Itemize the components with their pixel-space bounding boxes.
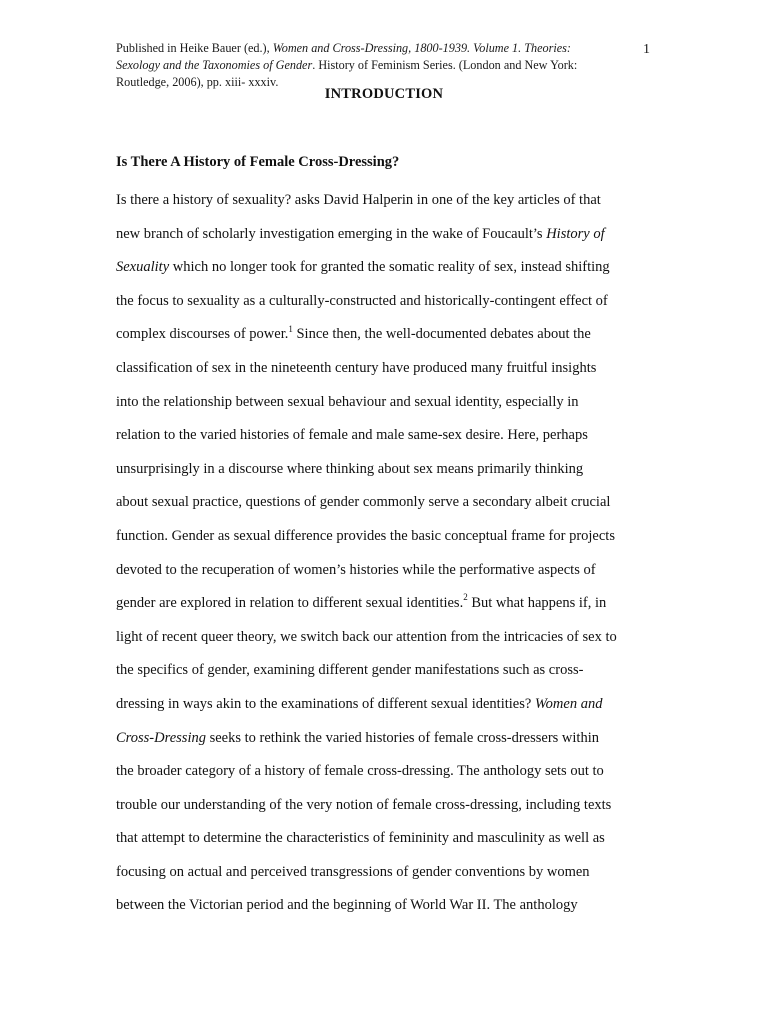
footnote-marker[interactable]: 2 xyxy=(463,592,468,603)
text-line: focusing on actual and perceived transgressions of gender conventions by women xyxy=(116,863,590,880)
footnote-marker[interactable]: 1 xyxy=(288,323,293,334)
publication-note xyxy=(116,40,616,91)
text-line: devoted to the recuperation of women’s histories while the performative aspects of xyxy=(116,561,596,578)
text-line: light of recent queer theory, we switch back our attention from the intricacies of sex to xyxy=(116,628,617,645)
text-line: between the Victorian period and the beginning of World War II. The anthology xyxy=(116,897,578,914)
text-line: complex discourses of power.$^1$ Since then, the well-documented debates about the xyxy=(116,323,591,343)
italic-title: History of xyxy=(546,225,605,242)
italic-title: Cross-Dressing xyxy=(116,729,206,746)
text-line: the specifics of gender, examining different gender manifestations such as cross- xyxy=(116,662,584,679)
section-heading: Is There A History of Female Cross-Dressing? xyxy=(116,154,400,170)
page-number: 1 xyxy=(643,42,650,57)
publication-note-suffix: . History of Feminism Series. (London and New York: Routledge, 2006), pp. xiii- xxxiv. xyxy=(116,58,578,89)
text-line: the focus to sexuality as a culturally-constructed and historically-contingent effect of xyxy=(116,292,608,309)
italic-title: Women and xyxy=(534,695,603,712)
text-line: function. Gender as sexual difference provides the basic conceptual frame for projects xyxy=(116,527,615,544)
text-line: Is there a history of sexuality? asks David Halperin in one of the key articles of that xyxy=(116,192,601,208)
text-line: relation to the varied histories of female and male same-sex desire. Here, perhaps xyxy=(116,427,588,444)
text-line: into the relationship between sexual behaviour and sexual identity, especially in xyxy=(116,393,579,410)
text-line: new branch of scholarly investigation emerging in the wake of Foucault’s History of xyxy=(116,225,605,242)
text-line: classification of sex in the nineteenth century have produced many fruitful insights xyxy=(116,359,597,376)
text-line: that attempt to determine the characteristics of femininity and masculinity as well as xyxy=(116,830,605,847)
text-line: trouble our understanding of the very notion of female cross-dressing, including texts xyxy=(116,796,612,813)
body-paragraph xyxy=(116,184,656,923)
text-line: Sexuality which no longer took for granted the somatic reality of sex, instead shifting xyxy=(116,259,610,276)
text-line: the broader category of a history of female cross-dressing. The anthology sets out to xyxy=(116,763,604,780)
book-title: Women and Cross-Dressing, 1800-1939. Volume 1. Theories: Sexology and the Taxonomies of Gender xyxy=(116,41,571,72)
section-title: INTRODUCTION xyxy=(324,86,444,102)
text-line: gender are explored in relation to different sexual identities.$^2$ But what happens if, in xyxy=(116,592,607,612)
text-line: Cross-Dressing seeks to rethink the varied histories of female cross-dressers within xyxy=(116,729,599,746)
italic-title: Sexuality xyxy=(116,259,170,276)
text-line: dressing in ways akin to the examinations of different sexual identities? Women and xyxy=(116,695,603,712)
text-line: unsurprisingly in a discourse where thinking about sex means primarily thinking xyxy=(116,460,584,477)
text-line: about sexual practice, questions of gender commonly serve a secondary albeit crucial xyxy=(116,494,611,511)
publication-note-prefix: Published in Heike Bauer (ed.), xyxy=(116,41,273,55)
